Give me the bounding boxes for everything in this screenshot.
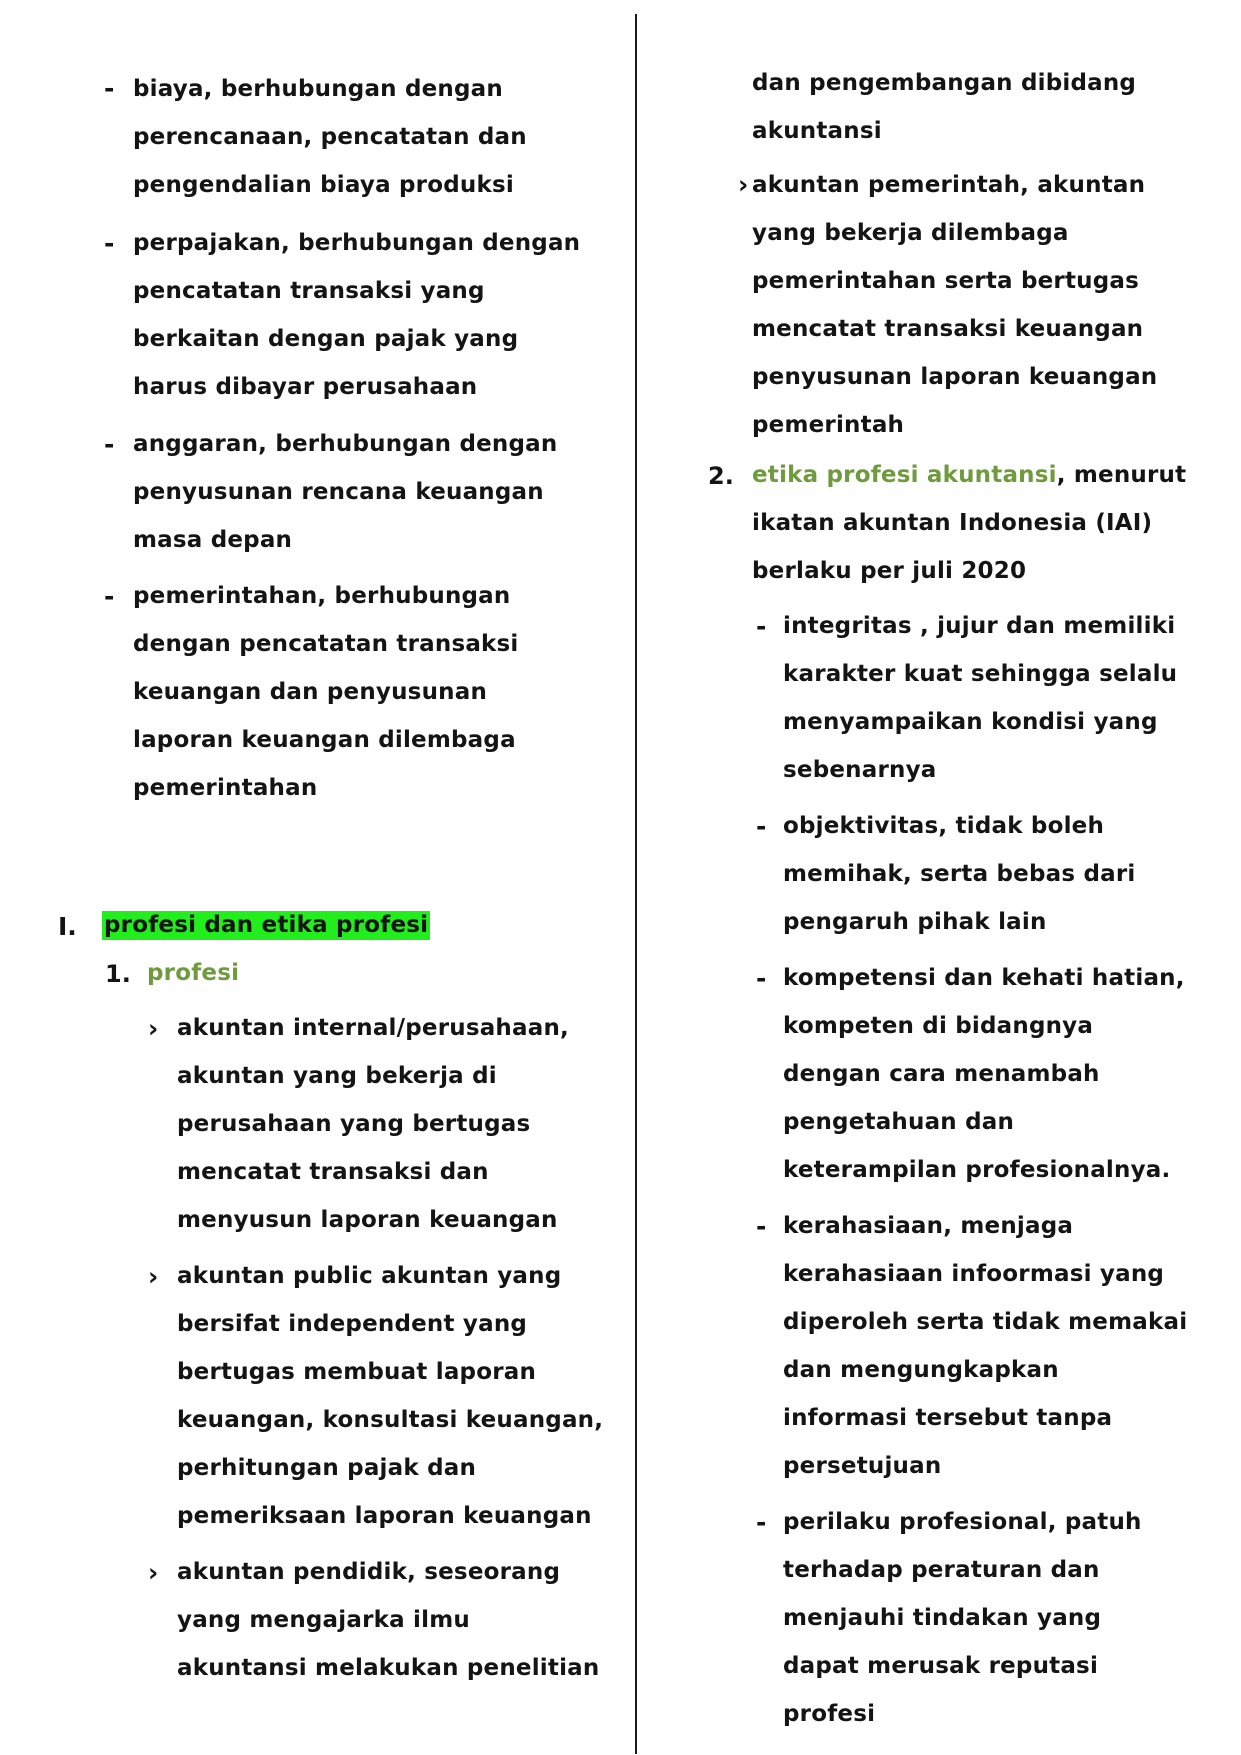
list-line: anggaran, berhubungan dengan bbox=[133, 431, 558, 457]
column-divider bbox=[635, 14, 637, 1754]
list-line: perencanaan, pencatatan dan bbox=[133, 124, 527, 150]
list-line: bersifat independent yang bbox=[177, 1311, 528, 1337]
list-line: masa depan bbox=[133, 527, 293, 553]
list-line: pengaruh pihak lain bbox=[783, 909, 1047, 935]
list-line: dengan cara menambah bbox=[783, 1061, 1100, 1087]
list-line: akuntan internal/perusahaan, bbox=[177, 1015, 569, 1041]
list-line: dan pengembangan dibidang bbox=[752, 70, 1137, 96]
bullet-marker: - bbox=[104, 430, 115, 459]
list-line: perilaku profesional, patuh bbox=[783, 1509, 1142, 1535]
sub-title bbox=[752, 464, 1186, 487]
bullet-marker: - bbox=[756, 812, 767, 841]
sub-title-green: etika profesi akuntansi bbox=[752, 462, 1057, 488]
list-line: mencatat transaksi keuangan bbox=[752, 316, 1144, 342]
chevron-marker: › bbox=[148, 1558, 159, 1587]
list-line: informasi tersebut tanpa bbox=[783, 1405, 1113, 1431]
list-line: dapat merusak reputasi bbox=[783, 1653, 1099, 1679]
list-line: mencatat transaksi dan bbox=[177, 1159, 489, 1185]
list-line: berkaitan dengan pajak yang bbox=[133, 326, 519, 352]
list-line: akuntan pemerintah, akuntan bbox=[752, 172, 1146, 198]
list-line: yang bekerja dilembaga bbox=[752, 220, 1069, 246]
list-line: pemerintahan serta bertugas bbox=[752, 268, 1140, 294]
list-line: dengan pencatatan transaksi bbox=[133, 631, 519, 657]
list-line: kompetensi dan kehati hatian, bbox=[783, 965, 1185, 991]
list-line: menjauhi tindakan yang bbox=[783, 1605, 1102, 1631]
list-line: pemerintahan, berhubungan bbox=[133, 583, 511, 609]
list-line: terhadap peraturan dan bbox=[783, 1557, 1100, 1583]
list-line: akuntan pendidik, seseorang bbox=[177, 1559, 561, 1585]
sub-title-rest: , menurut bbox=[1056, 462, 1187, 488]
section-title-highlighted: profesi dan etika profesi bbox=[104, 912, 429, 938]
bullet-marker: - bbox=[104, 229, 115, 258]
list-line: memihak, serta bebas dari bbox=[783, 861, 1136, 887]
list-line: harus dibayar perusahaan bbox=[133, 374, 478, 400]
sub-title: profesi bbox=[147, 960, 240, 986]
list-line: keterampilan profesionalnya. bbox=[783, 1157, 1171, 1183]
chevron-marker: › bbox=[148, 1262, 159, 1291]
list-line: akuntan public akuntan yang bbox=[177, 1263, 562, 1289]
list-line: penyusunan laporan keuangan bbox=[752, 364, 1158, 390]
chevron-marker: › bbox=[148, 1014, 159, 1043]
list-line: profesi bbox=[783, 1701, 876, 1727]
list-line: perpajakan, berhubungan dengan bbox=[133, 230, 581, 256]
list-line: pengetahuan dan bbox=[783, 1109, 1015, 1135]
list-line: pemeriksaan laporan keuangan bbox=[177, 1503, 592, 1529]
list-line: objektivitas, tidak boleh bbox=[783, 813, 1105, 839]
list-line: bertugas membuat laporan bbox=[177, 1359, 537, 1385]
sub-number: 1. bbox=[105, 960, 131, 988]
list-line: pemerintahan bbox=[133, 775, 318, 801]
list-line: integritas , jujur dan memiliki bbox=[783, 613, 1176, 639]
list-line: kerahasiaan infoormasi yang bbox=[783, 1261, 1165, 1287]
list-line: karakter kuat sehingga selalu bbox=[783, 661, 1178, 687]
list-line: persetujuan bbox=[783, 1453, 942, 1479]
list-line: pengendalian biaya produksi bbox=[133, 172, 514, 198]
list-line: ikatan akuntan Indonesia (IAI) bbox=[752, 510, 1153, 536]
list-line: akuntansi melakukan penelitian bbox=[177, 1655, 600, 1681]
bullet-marker: - bbox=[756, 964, 767, 993]
list-line: akuntan yang bekerja di bbox=[177, 1063, 497, 1089]
list-line: akuntansi bbox=[752, 118, 882, 144]
bullet-marker: - bbox=[756, 1508, 767, 1537]
sub-number: 2. bbox=[708, 462, 734, 490]
list-line: diperoleh serta tidak memakai bbox=[783, 1309, 1188, 1335]
list-line: menyampaikan kondisi yang bbox=[783, 709, 1158, 735]
bullet-marker: - bbox=[104, 582, 115, 611]
bullet-marker: - bbox=[756, 1212, 767, 1241]
list-line: pencatatan transaksi yang bbox=[133, 278, 485, 304]
chevron-marker: › bbox=[738, 170, 749, 199]
bullet-marker: - bbox=[104, 74, 115, 103]
list-line: keuangan dan penyusunan bbox=[133, 679, 488, 705]
list-line: biaya, berhubungan dengan bbox=[133, 76, 503, 102]
section-number: I. bbox=[58, 912, 77, 941]
list-line: penyusunan rencana keuangan bbox=[133, 479, 544, 505]
list-line: sebenarnya bbox=[783, 757, 937, 783]
list-line: pemerintah bbox=[752, 412, 905, 438]
list-line: laporan keuangan dilembaga bbox=[133, 727, 516, 753]
list-line: dan mengungkapkan bbox=[783, 1357, 1059, 1383]
bullet-marker: - bbox=[756, 612, 767, 641]
list-line: kompeten di bidangnya bbox=[783, 1013, 1094, 1039]
list-line: perusahaan yang bertugas bbox=[177, 1111, 531, 1137]
list-line: keuangan, konsultasi keuangan, bbox=[177, 1407, 604, 1433]
list-line: yang mengajarka ilmu bbox=[177, 1607, 470, 1633]
list-line: perhitungan pajak dan bbox=[177, 1455, 477, 1481]
list-line: menyusun laporan keuangan bbox=[177, 1207, 558, 1233]
list-line: kerahasiaan, menjaga bbox=[783, 1213, 1074, 1239]
list-line: berlaku per juli 2020 bbox=[752, 558, 1027, 584]
